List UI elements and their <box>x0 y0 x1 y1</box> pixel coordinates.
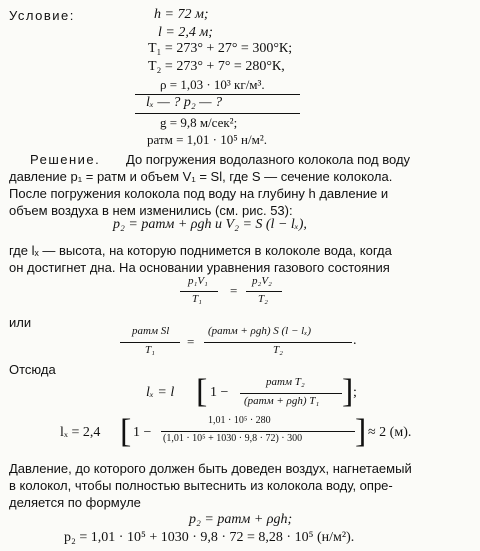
solution-text-6: он достигнет дна. На основании уравнения газового состояния <box>9 260 390 275</box>
equation-6: p₂ = pатм + ρgh; <box>189 512 293 527</box>
eq3-denominator-right: T₂ <box>273 344 283 356</box>
given-l: l = 2,4 м; <box>158 25 213 40</box>
condition-label: Условие: <box>9 8 75 23</box>
solution-text-5: где lₓ — высота, на которую поднимется в колоколе вода, когда <box>9 243 392 258</box>
given-t1: T₁ = 273° + 27° = 300°К; <box>148 41 293 56</box>
or-word: или <box>9 315 32 330</box>
unknowns: lₓ — ? p₂ — ? <box>146 95 223 110</box>
solution-text-2: давление p₁ = pатм и объем V₁ = Sl, где S — сечение колокола. <box>9 169 393 184</box>
given-rho: ρ = 1,03 · 10³ кг/м³. <box>160 77 265 92</box>
given-patm: pатм = 1,01 · 10⁵ н/м². <box>147 132 267 147</box>
eq4-bracket-close: ] <box>342 373 354 410</box>
eq3-fraction-bar-right <box>204 342 352 343</box>
equation-7: p₂ = 1,01 · 10⁵ + 1030 · 9,8 · 72 = 8,28 · 10⁵ (н/м²). <box>64 530 355 545</box>
eq3-fraction-bar-left <box>120 342 180 343</box>
eq5-numerator: 1,01 · 10⁵ · 280 <box>208 415 271 426</box>
given-h: h = 72 м; <box>154 7 209 22</box>
eq3-numerator-left: pатм Sl <box>132 325 170 337</box>
eq5-fraction-bar <box>161 431 355 432</box>
eq2-denominator-left: T₁ <box>192 293 202 305</box>
eq4-semicolon: ; <box>353 385 357 400</box>
eq2-numerator-left: p₁V₁ <box>188 275 208 287</box>
hence-word: Отсюда <box>9 362 56 377</box>
eq3-numerator-right: (pатм + ρgh) S (l − lₓ) <box>208 325 311 337</box>
eq2-equals: = <box>230 283 238 298</box>
eq2-fraction-bar-left <box>180 291 218 292</box>
solution-text-1: До погружения водолазного колокола под воду <box>126 152 411 167</box>
eq5-lhs: lₓ = 2,4 <box>60 425 101 440</box>
eq5-result: ≈ 2 (м). <box>368 425 412 440</box>
eq2-denominator-right: T₂ <box>258 293 268 305</box>
solution-text-3: После погружения колокола под воду на глубину h давление и <box>9 186 389 201</box>
eq3-equals: = <box>187 334 195 349</box>
eq3-period: . <box>353 333 357 348</box>
eq4-bracket-open: [ <box>196 373 208 410</box>
solution-label: Решение. <box>30 152 101 167</box>
eq5-bracket-open: [ <box>120 413 132 450</box>
solution-text-9: деляется по формуле <box>9 495 141 510</box>
eq4-denominator: (pатм + ρgh) T₁ <box>244 395 320 407</box>
solution-text-8: в колокол, чтобы полностью вытеснить из колокола воду, опре- <box>9 478 393 493</box>
condition-divider-2 <box>135 113 300 114</box>
given-t2: T₂ = 273° + 7° = 280°К, <box>148 59 285 74</box>
eq5-denominator: (1,01 · 10⁵ + 1030 · 9,8 · 72) · 300 <box>163 433 303 444</box>
eq4-fraction-bar <box>240 393 342 394</box>
eq5-bracket-close: ] <box>355 413 367 450</box>
eq5-one-minus: 1 − <box>133 425 152 440</box>
eq4-numerator: pатм T₂ <box>266 376 305 388</box>
given-g: g = 9,8 м/сек²; <box>160 115 238 130</box>
eq3-denominator-left: T₁ <box>145 344 155 356</box>
equation-1: p₂ = pатм + ρgh и V₂ = S (l − lₓ), <box>113 217 307 232</box>
eq2-numerator-right: p₂V₂ <box>252 275 272 287</box>
eq4-one-minus: 1 − <box>210 385 229 400</box>
solution-text-7: Давление, до которого должен быть доведен воздух, нагнетаемый <box>9 461 412 476</box>
eq2-fraction-bar-right <box>246 291 282 292</box>
eq4-lhs: lₓ = l <box>146 385 175 400</box>
solution-text-4: объем воздуха в нем изменились (см. рис. 53): <box>9 203 293 218</box>
